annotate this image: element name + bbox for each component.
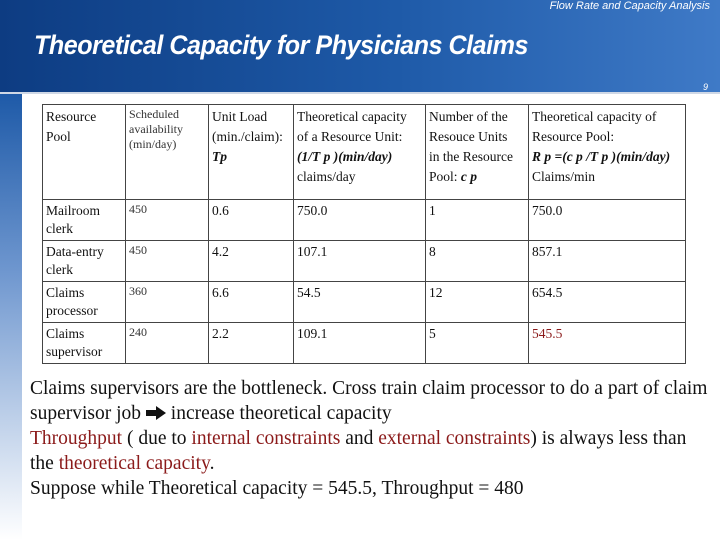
cell-units: 5 [426, 323, 529, 364]
example-paragraph: Suppose while Theoretical capacity = 545.5, Throughput = 480 [30, 478, 524, 499]
header-availability: Scheduled availability (min/day) [126, 105, 209, 200]
internal-constraints-term: internal constraints [191, 428, 341, 449]
theoretical-capacity-term: theoretical capacity [58, 453, 210, 474]
cell-pool: Claims supervisor [43, 323, 126, 364]
bottleneck-sentence: Claims supervisors are the bottleneck. Cross train claim processor to do a part of claim supervisor job [30, 378, 708, 424]
body-text [30, 376, 710, 501]
cell-unit-capacity: 107.1 [294, 241, 426, 282]
capacity-table [42, 104, 686, 364]
table-row [43, 241, 686, 282]
header-unit-load: Unit Load (min./claim): Tp [209, 105, 294, 200]
left-gradient-bar [0, 94, 22, 540]
cell-pool: Mailroom clerk [43, 200, 126, 241]
cell-availability: 450 [126, 200, 209, 241]
throughput-paragraph: Throughput ( due to internal constraints and external constraints) is always less than the theoretical capacity. [30, 428, 687, 474]
cell-unit-load: 6.6 [209, 282, 294, 323]
cell-unit-load: 0.6 [209, 200, 294, 241]
cell-unit-load: 4.2 [209, 241, 294, 282]
header-unit-capacity: Theoretical capacity of a Resource Unit: (1/T p )(min/day) claims/day [294, 105, 426, 200]
cell-pool-capacity: 857.1 [529, 241, 686, 282]
cell-units: 1 [426, 200, 529, 241]
cell-pool: Data-entry clerk [43, 241, 126, 282]
table-row [43, 200, 686, 241]
header-units: Number of the Resouce Units in the Resource Pool: c p [426, 105, 529, 200]
cell-pool: Claims processor [43, 282, 126, 323]
cell-pool-capacity-bottleneck: 545.5 [529, 323, 686, 364]
header-pool-capacity: Theoretical capacity of Resource Pool: R p =(c p /T p )(min/day) Claims/min [529, 105, 686, 200]
cell-pool-capacity: 654.5 [529, 282, 686, 323]
cell-unit-capacity: 109.1 [294, 323, 426, 364]
cell-unit-capacity: 54.5 [294, 282, 426, 323]
header-resource-pool: Resource Pool [43, 105, 126, 200]
table-row [43, 282, 686, 323]
cell-unit-capacity: 750.0 [294, 200, 426, 241]
page-number: 9 [702, 82, 708, 92]
throughput-term: Throughput [30, 428, 123, 449]
bottleneck-paragraph [30, 376, 710, 426]
right-arrow-icon [146, 401, 166, 426]
cell-availability: 450 [126, 241, 209, 282]
cell-availability: 240 [126, 323, 209, 364]
increase-capacity-text: increase theoretical capacity [170, 403, 392, 424]
table-row [43, 323, 686, 364]
cell-unit-load: 2.2 [209, 323, 294, 364]
header-divider [0, 92, 720, 94]
cell-pool-capacity: 750.0 [529, 200, 686, 241]
cell-units: 12 [426, 282, 529, 323]
cell-availability: 360 [126, 282, 209, 323]
slide-header [0, 0, 720, 92]
slide-title: Theoretical Capacity for Physicians Claims [34, 30, 529, 60]
course-title: Flow Rate and Capacity Analysis [549, 0, 710, 12]
table-header-row [43, 105, 686, 200]
cell-units: 8 [426, 241, 529, 282]
external-constraints-term: external constraints [378, 428, 531, 449]
